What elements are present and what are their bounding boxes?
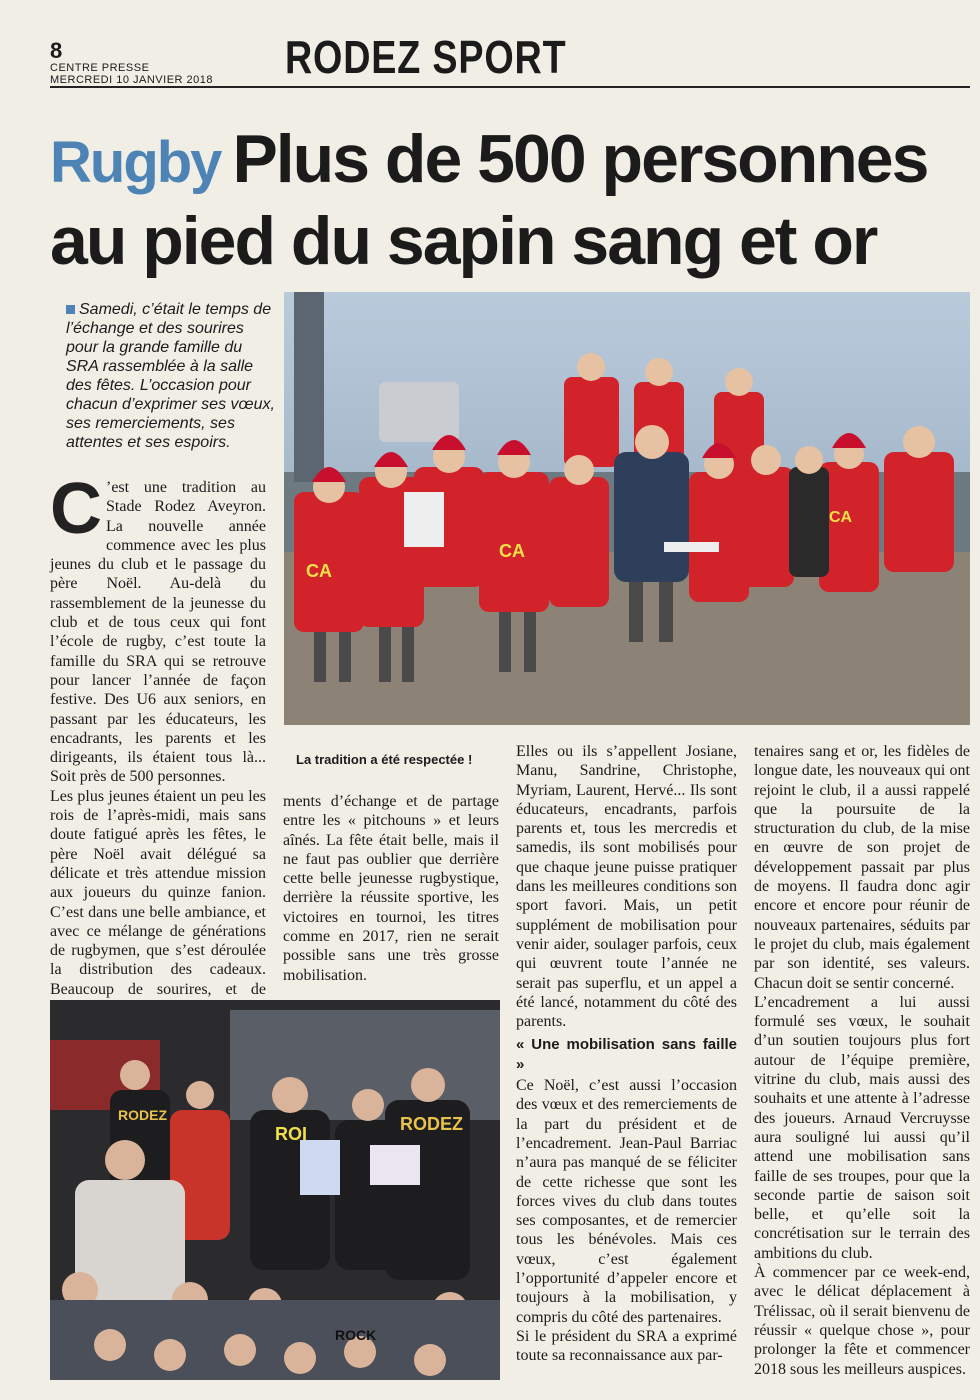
paragraph: L’encadrement a lui aussi formulé ses vœux, le souhait d’un soutien toujours plus fort autour de l’équipe première, vitrine du club, mais aussi des souhaits et une attente à l’adresse des joueurs. Arnaud Vercruysse aura souligné lui aussi qu’il attend une mobilisation sans faille de ses troupes, pour que la seconde partie de saison soit belle, et qu’elle soit la concrétisation sur le terrain des ambitions du club. xyxy=(754,993,970,1262)
header-rule xyxy=(50,86,970,88)
headline-line1: Plus de 500 personnes xyxy=(232,121,928,197)
subhead: « Une mobilisation sans faille » xyxy=(516,1036,737,1073)
article-column-3 xyxy=(516,742,737,1366)
headline-line2: au pied du sapin sang et or xyxy=(50,203,877,279)
dropcap: C xyxy=(50,469,102,549)
photo-children-group xyxy=(284,292,970,725)
kicker: Rugby xyxy=(50,130,221,195)
photo1-caption: La tradition a été respectée ! xyxy=(296,752,473,767)
paragraph: Les plus jeunes étaient un peu les rois de l’après-midi, mais sans doute fatigué après les fêtes, le père Noël avait délégué sa délicate et très attendue mission aux joueurs du quinze fanion. C’est dans une belle ambiance, et avec ce mélange de générations de rugbymen, que s’est déroulée la distribution des cadeaux. Beaucoup de sourires, et de xyxy=(50,787,266,998)
paragraph: ments d’échange et de partage entre les « pitchouns » et leurs aînés. La fête était belle, mais il ne faut pas oublier que derrière cette belle jeunesse rugbystique, derrière la réussite sportive, les victoires en tournoi, les titres comme en 2017, rien ne serait possible sans une très grosse mobilisation. xyxy=(283,793,499,984)
lede-text: Samedi, c’était le temps de l’échange et des sourires pour la grande famille du SRA rassemblée à la salle des fêtes. L’occasion pour chacun d’exprimer ses vœux, ses remerciements, ses attentes et ses espoirs. xyxy=(66,301,275,451)
lede xyxy=(66,300,276,452)
headline xyxy=(50,120,970,280)
paragraph: Ce Noël, c’est aussi l’occasion des vœux et des remerciements de la part du président et de l’encadrement. Jean-Paul Barriac n’aura pas manqué de se féliciter de cette richesse que sont les forces vives du club dans toutes ses composantes, et de remercier tous les bénévoles. Mais ces vœux, c’est également l’opportunité d’appeler encore et toujours à la mobilisation, y compris du côté des partenaires. xyxy=(516,1077,737,1326)
publication-name: CENTRE PRESSE xyxy=(50,62,150,74)
paragraph: Elles ou ils s’appellent Josiane, Manu, Sandrine, Christophe, Myriam, Laurent, Hervé... Ils sont éducateurs, encadrants, parfois parents et, tous les mercredis et samedis, ils sont mobilisés pour que chaque jeune puisse pratiquer dans les meilleures conditions son sport favori. Mais, un petit supplément de mobilisation pour venir aider, soulager parfois, ceux qui œuvrent toute l’année ne serait pas superflu, et un appel a été lancé, notamment du côté des parents. xyxy=(516,743,737,1031)
shirt-text: ROCK xyxy=(335,1327,377,1343)
paragraph: À commencer par ce week-end, avec le délicat déplacement à Trélissac, où il serait bienvenu de réussir « quelque chose », pour prolonger la fête et commencer 2018 sous les meilleurs auspices. xyxy=(754,1264,970,1378)
shirt-text: ROI xyxy=(275,1124,308,1144)
paragraph: ’est une tradition au Stade Rodez Aveyron. La nouvelle année commence avec les plus jeunes du club et le passage du père Noël. Au-delà du rassemblement de la jeunesse du club et de tous ceux qui font l’école de rugby, c’est toute la famille du SRA qui se retrouve pour lancer l’année de façon festive. Des U6 aux seniors, en passant par les éducateurs, les encadrants, les parents et les dirigeants, ils étaient tous là... Soit près de 500 personnes. xyxy=(50,479,266,786)
jersey-logo: CA xyxy=(499,541,525,561)
jersey-logo: CA xyxy=(306,561,332,581)
shirt-text: RODEZ xyxy=(400,1114,463,1134)
photo-gift-distribution xyxy=(50,1000,500,1380)
photo-gift-distribution-illustration xyxy=(50,1000,500,1380)
paragraph: Si le président du SRA a exprimé toute sa reconnaissance aux par- xyxy=(516,1327,737,1365)
article-column-4 xyxy=(754,742,970,1379)
shirt-text: RODEZ xyxy=(118,1107,167,1123)
jersey-logo: CA xyxy=(829,509,853,526)
paragraph: tenaires sang et or, les fidèles de longue date, les nouveaux qui ont rejoint le club, il a aussi rappelé que la poursuite de la structuration du club, de la mise en œuvre de son projet de développement passait par plus de moyens. Il faudra donc agir encore et encore pour réunir de nouveaux partenaires, séduits par le projet du club, mais également par son identité, ses valeurs. Chacun doit se sentir concerné. xyxy=(754,743,970,992)
section-title: RODEZ SPORT xyxy=(285,31,567,83)
lede-marker-icon xyxy=(66,305,75,314)
article-column-2 xyxy=(283,792,499,985)
article-column-1 xyxy=(50,469,266,1018)
photo-children-group-illustration xyxy=(284,292,970,725)
issue-date: MERCREDI 10 JANVIER 2018 xyxy=(50,74,213,86)
page-number: 8 xyxy=(50,38,63,63)
